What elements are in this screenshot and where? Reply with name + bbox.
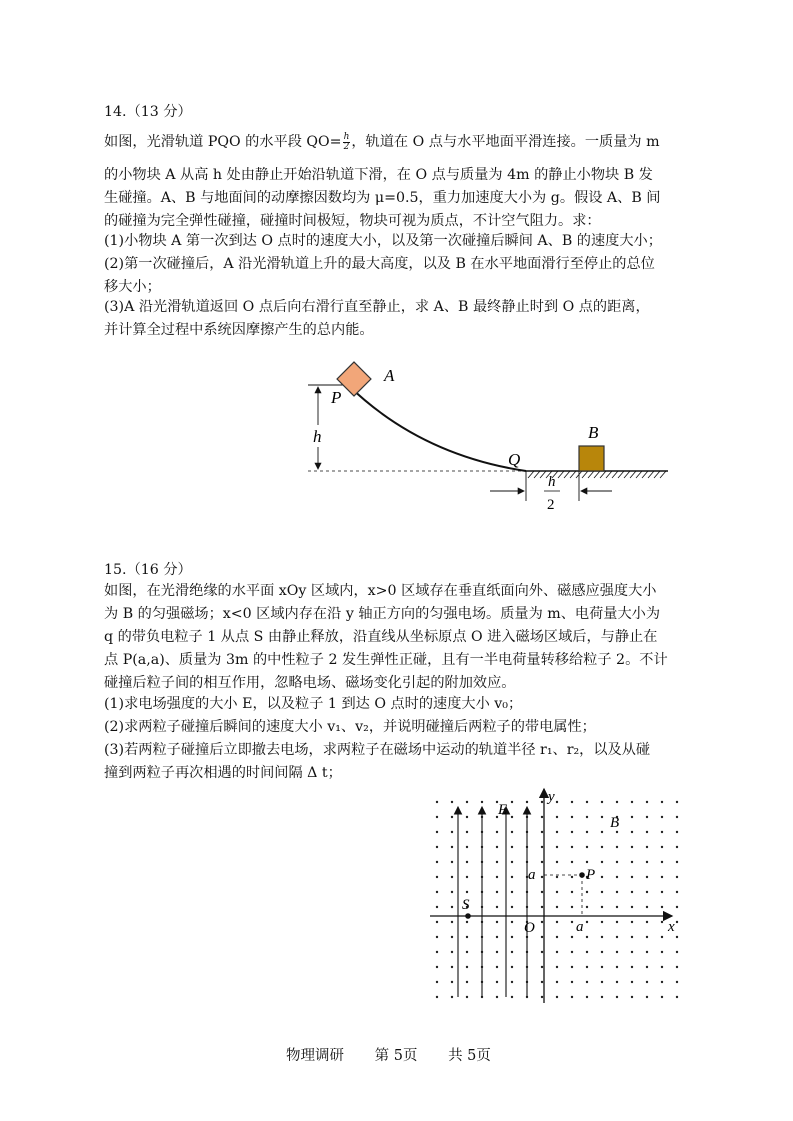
q15-line-2: 为 B 的匀强磁场；x<0 区域内存在沿 y 轴正方向的匀强电场。质量为 m、电荷量大小为: [104, 606, 661, 622]
q14-line-1: 如图，光滑轨道 PQO 的水平段 QO= $\frac{h}{2}$ ，轨道在 O 点与水平地面平滑连接。一质量为 m: [104, 131, 660, 152]
q15-line-3: q 的带负电粒子 1 从点 S 由静止释放，沿直线从坐标原点 O 进入磁场区域后，与静止在: [104, 629, 658, 645]
q14-line-5: (1)小物块 A 第一次到达 O 点时的速度大小，以及第一次碰撞后瞬间 A、B 的速度大小；: [104, 233, 662, 249]
q14-line-2: 的小物块 A 从高 h 处由静止开始沿轨道下滑，在 O 点与质量为 4m 的静止小物块 B 发: [104, 167, 653, 183]
q15-line-8: (3)若两粒子碰撞后立即撤去电场，求两粒子在磁场中运动的轨道半径 r₁、r₂，以及从碰: [104, 742, 651, 758]
label-O: O: [524, 920, 535, 936]
label-P: P: [586, 867, 596, 883]
label-A: A: [384, 366, 395, 385]
curved-track: [348, 385, 526, 471]
q15-line-6: (1)求电场强度的大小 E，以及粒子 1 到达 O 点时的速度大小 v₀；: [104, 696, 523, 712]
label-B: B: [588, 423, 599, 442]
q14-line-4: 的碰撞为完全弹性碰撞，碰撞时间极短，物块可视为质点，不计空气阻力。求：: [104, 213, 601, 229]
q15-line-7: (2)求两粒子碰撞后瞬间的速度大小 v₁、v₂，并说明碰撞后两粒子的带电属性；: [104, 719, 596, 735]
q14-line-7: 移大小；: [104, 279, 161, 295]
point-S: [465, 913, 471, 919]
q14-line-8: (3)A 沿光滑轨道返回 O 点后向右滑行直至静止，求 A、B 最终静止时到 O 点的距离，: [104, 299, 650, 315]
label-E: E: [498, 802, 508, 818]
label-S: S: [462, 897, 470, 913]
q14-figure: [290, 355, 680, 520]
point-P: [579, 872, 585, 878]
dim-den: 2: [547, 497, 555, 513]
label-a-x: a: [576, 919, 584, 935]
q15-line-4: 点 P(a,a)、质量为 3m 的中性粒子 2 发生弹性正碰，且有一半电荷量转移给粒子 2。不计: [104, 652, 668, 668]
q15-line-9: 撞到两粒子再次相遇的时间间隔 Δ t；: [104, 765, 342, 781]
label-a-y: a: [528, 867, 536, 883]
label-x: x: [668, 919, 675, 935]
footer-subject: 物理调研: [286, 1048, 344, 1064]
label-P: P: [331, 388, 342, 407]
q14-line-3: 生碰撞。A、B 与地面间的动摩擦因数均为 μ=0.5，重力加速度大小为 g。假设 A、B 间: [104, 190, 661, 206]
page-footer: [286, 1044, 517, 1065]
label-Q: Q: [508, 450, 521, 469]
q15-figure: [420, 785, 690, 1015]
block-B: [579, 446, 604, 471]
fraction-h-over-2: $\frac{h}{2}$: [343, 131, 350, 152]
footer-page: 第 5页: [374, 1048, 418, 1064]
q15-line-1: 如图，在光滑绝缘的水平面 xOy 区域内，x>0 区域存在垂直纸面向外、磁感应强度大小: [104, 583, 657, 599]
dim-num: h: [548, 474, 556, 490]
q15-line-5: 碰撞后粒子间的相互作用，忽略电场、磁场变化引起的附加效应。: [104, 675, 516, 691]
q14-line-6: (2)第一次碰撞后，A 沿光滑轨道上升的最大高度，以及 B 在水平地面滑行至停止的总位: [104, 256, 655, 272]
label-h: h: [313, 427, 322, 446]
label-B: B: [610, 815, 620, 831]
block-A: [337, 362, 371, 396]
q15-heading: 15.（16 分）: [104, 562, 192, 578]
footer-total: 共 5页: [448, 1048, 491, 1064]
q14-line-9: 并计算全过程中系统因摩擦产生的总内能。: [104, 322, 374, 338]
label-y: y: [548, 789, 555, 805]
q14-heading: 14.（13 分）: [104, 104, 192, 120]
